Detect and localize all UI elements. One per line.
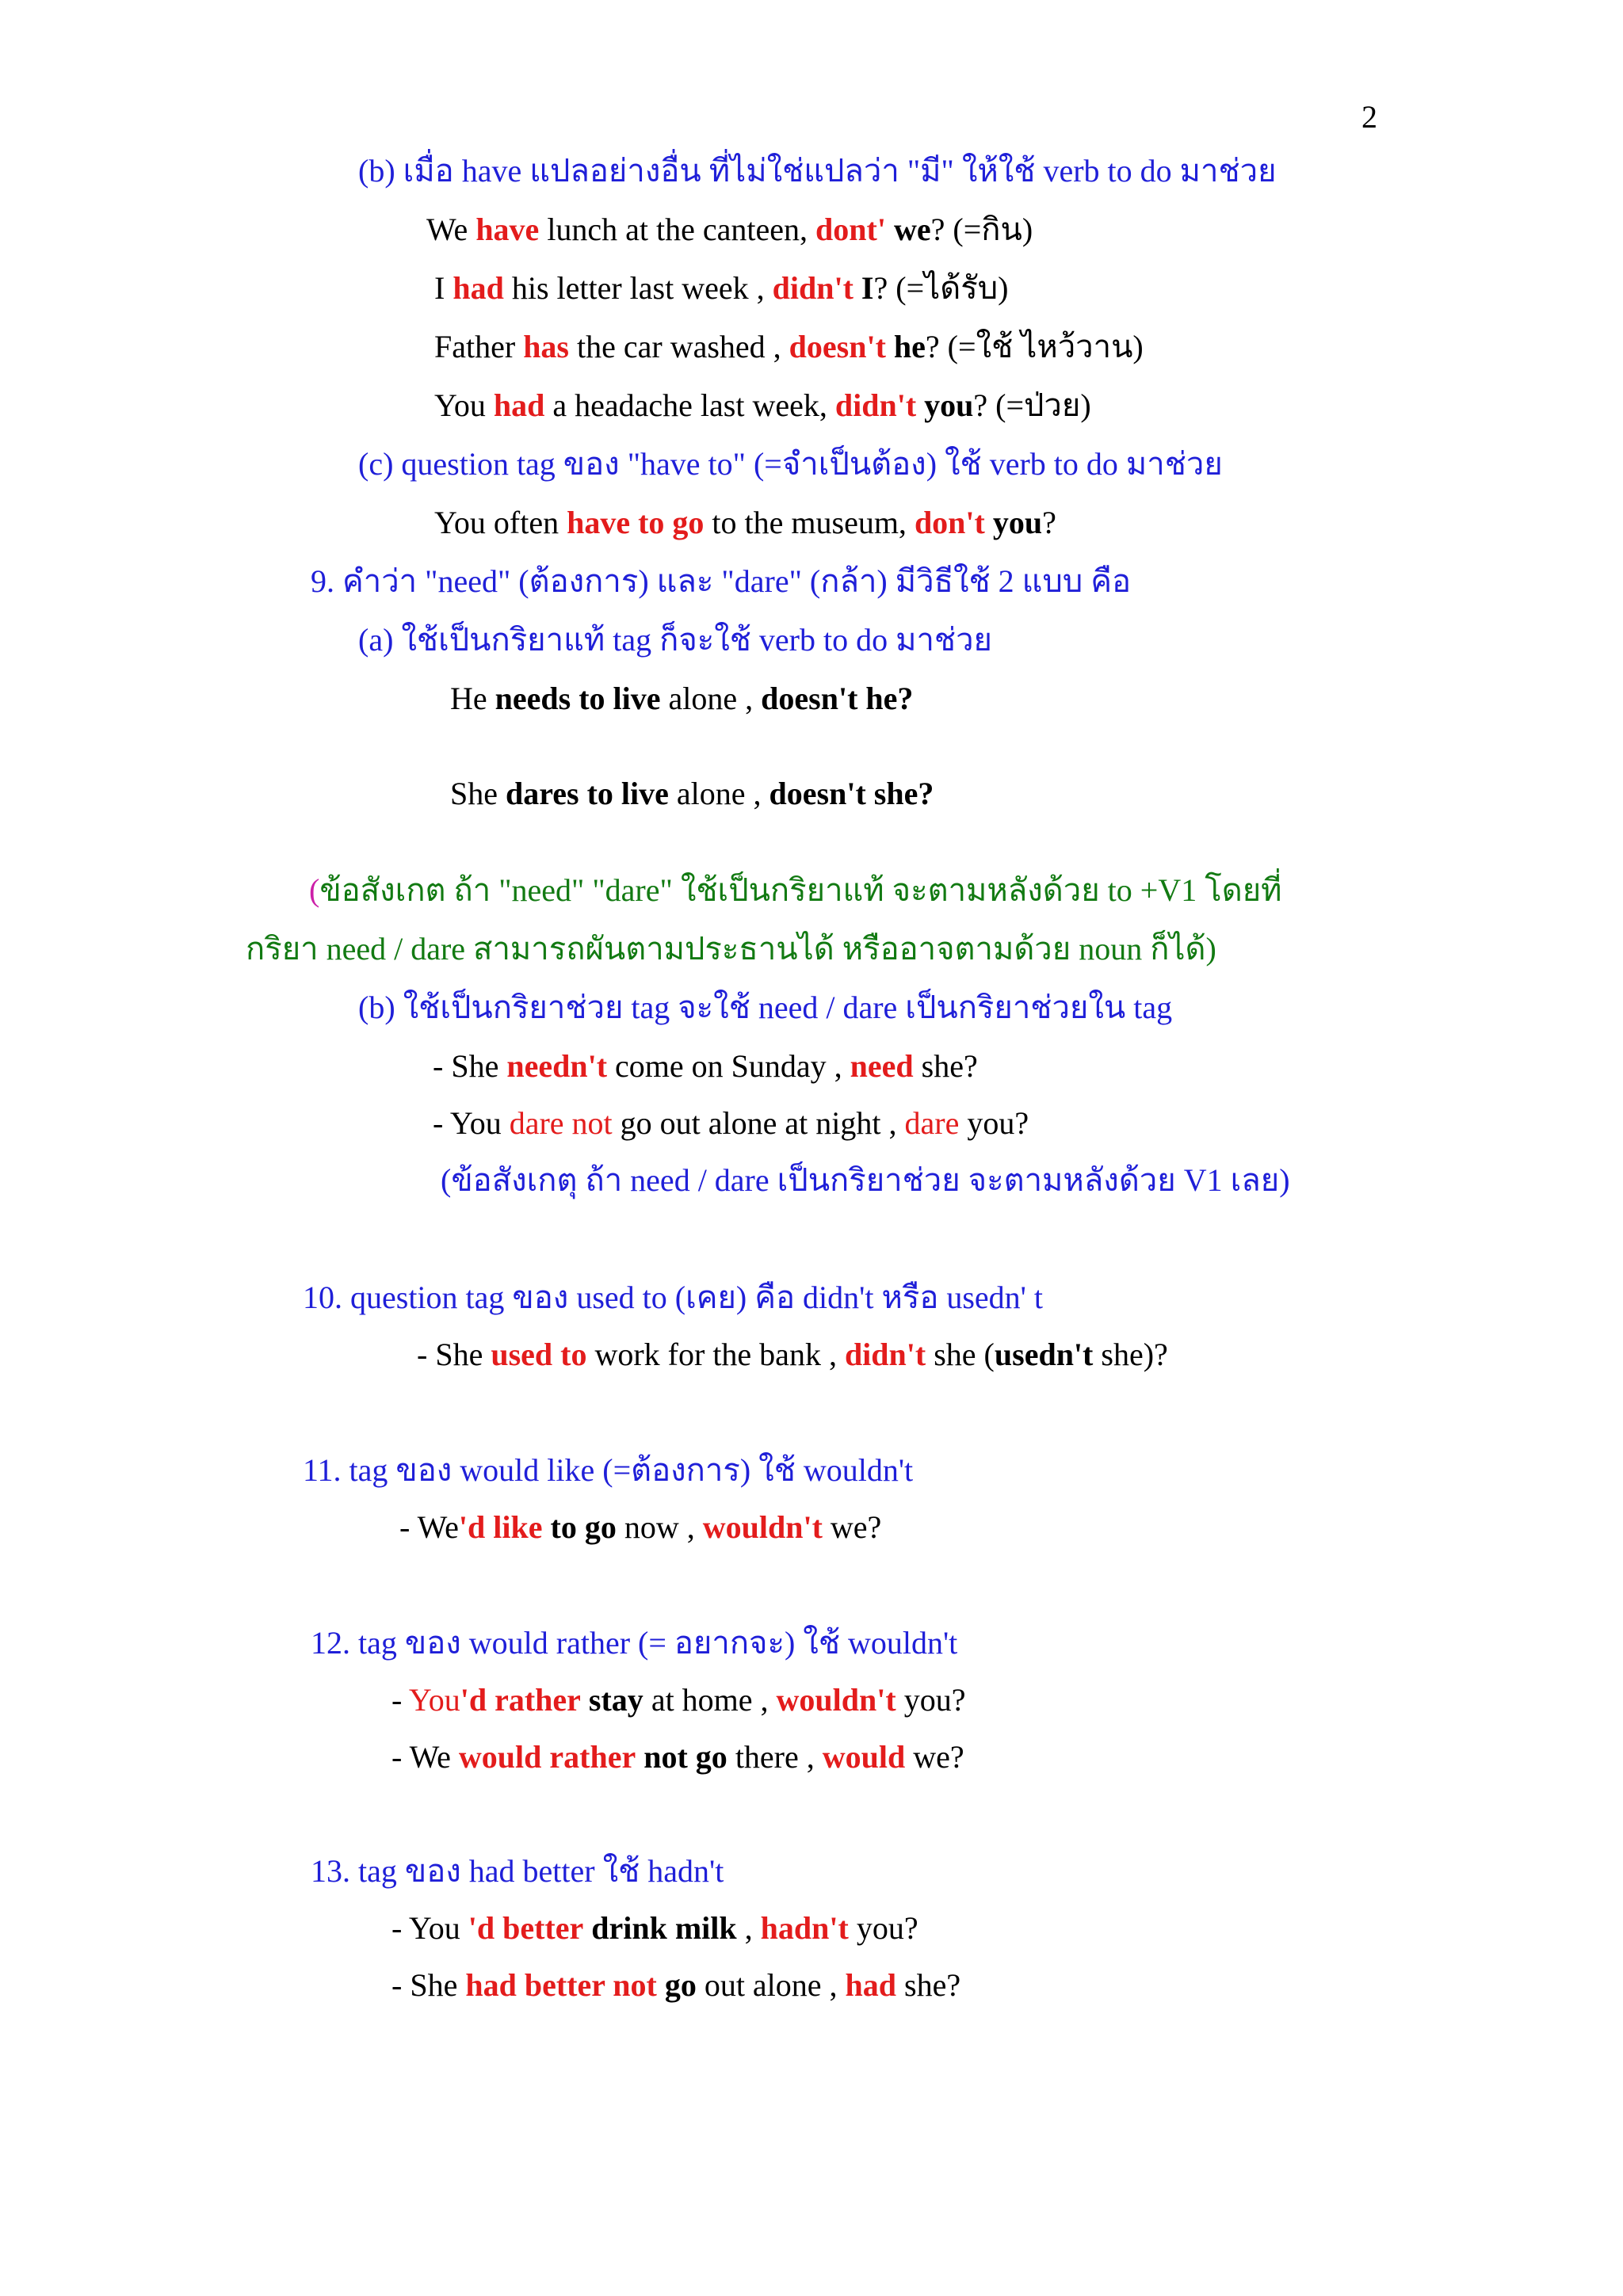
example-tag-subject: he (893, 329, 926, 364)
example-text: - You (433, 1105, 510, 1141)
example-subject: You (408, 1682, 460, 1718)
example-tag-aux: had (845, 1967, 897, 2003)
example-line (450, 778, 934, 810)
example-tag-aux: need (850, 1048, 914, 1084)
example-line (434, 507, 1056, 539)
example-text: You (434, 387, 494, 423)
example-line (417, 1339, 1168, 1371)
example-text: she? (896, 1967, 961, 2003)
example-text: his letter last week , (503, 270, 773, 306)
example-verb: had better not (465, 1967, 657, 2003)
example-text: - We (391, 1739, 459, 1775)
example-text: I (434, 270, 453, 306)
example-text: Father (434, 329, 524, 364)
section-12-heading: 12. tag ของ would rather (= อยากจะ) ใช้ wouldn't (311, 1625, 958, 1661)
example-text: to the museum, (704, 505, 915, 540)
example-text: You often (434, 505, 567, 540)
example-tag-aux: would (822, 1739, 906, 1775)
example-main-verb: drink milk (591, 1910, 737, 1946)
note-text: ข้อสังเกต ถ้า "need" "dare" ใช้เป็นกริยาแท้ จะตามหลังด้วย to +V1 โดยที่ (319, 872, 1282, 908)
example-tag-aux: dont' (815, 212, 886, 247)
example-tag-aux: hadn't (760, 1910, 849, 1946)
example-tag-subject: we (893, 212, 931, 247)
example-line (433, 1048, 978, 1084)
example-text: at home , (643, 1682, 777, 1718)
example-tag-aux: didn't (834, 387, 917, 423)
example-line (391, 1967, 961, 2003)
note-aux: (ข้อสังเกตุ ถ้า need / dare เป็นกริยาช่วย จะตามหลังด้วย V1 เลย) (441, 1162, 1290, 1198)
example-text (854, 270, 861, 306)
example-tag: doesn't she? (769, 776, 934, 811)
note-line-2: กริยา need / dare สามารถผันตามประธานได้ หรืออาจตามด้วย noun ก็ได้) (246, 931, 1216, 967)
page-number: 2 (1361, 99, 1377, 135)
example-verb: needn't (506, 1048, 608, 1084)
example-text: we? (905, 1739, 964, 1775)
example-text: you? (959, 1105, 1029, 1141)
example-verb: dare not (509, 1105, 613, 1141)
example-tag-aux: wouldn't (702, 1509, 823, 1545)
example-text: you? (848, 1910, 918, 1946)
example-line (426, 214, 1033, 246)
example-text: now , (616, 1509, 703, 1545)
example-text: lunch at the canteen, (539, 212, 816, 247)
example-text: she ( (926, 1337, 995, 1372)
example-text: you? (896, 1682, 966, 1718)
example-text: He (450, 681, 495, 716)
example-text: she)? (1093, 1337, 1168, 1372)
example-text: alone , (660, 681, 762, 716)
example-text: She (450, 776, 506, 811)
example-verb: 'd better (468, 1910, 584, 1946)
example-text (886, 329, 894, 364)
example-text: the car washed , (569, 329, 789, 364)
example-tag-aux: didn't (772, 270, 854, 306)
example-text: ? (=กิน) (930, 212, 1033, 247)
example-text: - She (433, 1048, 507, 1084)
note-paren: ( (309, 872, 320, 908)
example-text (581, 1682, 589, 1718)
example-tag-aux: doesn't (789, 329, 886, 364)
example-tag: doesn't he? (761, 681, 914, 716)
example-text: , (736, 1910, 761, 1946)
section-9a-heading: (a) ใช้เป็นกริยาแท้ tag ก็จะใช้ verb to do มาช่วย (358, 622, 992, 658)
example-line (434, 387, 1091, 423)
example-line (399, 1509, 882, 1545)
example-line (450, 683, 913, 715)
example-text: - (391, 1682, 409, 1718)
example-text: ? (1042, 505, 1056, 540)
example-text: - You (391, 1910, 468, 1946)
note-line-1 (309, 872, 1282, 908)
example-text: she? (913, 1048, 978, 1084)
example-text (543, 1509, 551, 1545)
example-text: ? (=ใช้ ไหว้วาน) (925, 329, 1144, 364)
example-line (434, 331, 1144, 363)
example-verb: 'd rather (460, 1682, 581, 1718)
example-text: we? (822, 1509, 882, 1545)
example-tag-aux: don't (914, 505, 985, 540)
example-text: - She (417, 1337, 491, 1372)
example-tag-subject: you (924, 387, 974, 423)
example-verb: has (523, 329, 569, 364)
section-10-heading: 10. question tag ของ used to (เคย) คือ didn't หรือ usedn' t (303, 1280, 1043, 1315)
example-main-verb: not go (643, 1739, 727, 1775)
example-text: come on Sunday , (607, 1048, 850, 1084)
example-text: - She (391, 1967, 466, 2003)
example-text (657, 1967, 665, 2003)
example-verb: had (493, 387, 545, 423)
example-verb: used to (491, 1337, 587, 1372)
section-8b-heading: (b) เมื่อ have แปลอย่างอื่น ที่ไม่ใช่แปลว่า "มี" ให้ใช้ verb to do มาช่วย (358, 153, 1277, 189)
example-text (985, 505, 993, 540)
example-main-verb: go (664, 1967, 697, 2003)
section-9-heading: 9. คำว่า "need" (ต้องการ) และ "dare" (กล้า) มีวิธีใช้ 2 แบบ คือ (311, 563, 1131, 599)
example-text (916, 387, 924, 423)
example-infinitive: to go (550, 1509, 617, 1545)
example-text: - We (399, 1509, 459, 1545)
example-main-verb: stay (588, 1682, 643, 1718)
example-tag-aux: wouldn't (776, 1682, 896, 1718)
example-line (391, 1910, 918, 1946)
example-line (391, 1741, 964, 1773)
example-verb: 'd like (458, 1509, 543, 1545)
example-text (636, 1739, 643, 1775)
example-text (886, 212, 894, 247)
example-text: ? (=ได้รับ) (873, 270, 1009, 306)
example-verb: had (453, 270, 504, 306)
example-verb: would rather (458, 1739, 636, 1775)
example-line (433, 1105, 1029, 1141)
example-text: ? (=ป่วย) (973, 387, 1091, 423)
example-verb: have to go (567, 505, 705, 540)
example-tag-subject: you (992, 505, 1043, 540)
section-8c-heading: (c) question tag ของ "have to" (=จำเป็นต้อง) ใช้ verb to do มาช่วย (358, 446, 1223, 482)
example-text: work for the bank , (586, 1337, 845, 1372)
section-9b-heading: (b) ใช้เป็นกริยาช่วย tag จะใช้ need / dare เป็นกริยาช่วยใน tag (358, 990, 1173, 1025)
example-text: We (426, 212, 476, 247)
section-11-heading: 11. tag ของ would like (=ต้องการ) ใช้ wouldn't (303, 1452, 914, 1488)
example-verb: dares to live (506, 776, 669, 811)
example-line (434, 270, 1009, 306)
example-line (391, 1684, 965, 1716)
example-tag-subject: I (861, 270, 874, 306)
example-alt-tag: usedn't (994, 1337, 1094, 1372)
example-text: there , (727, 1739, 823, 1775)
example-text (583, 1910, 591, 1946)
example-text: alone , (668, 776, 769, 811)
example-verb: have (475, 212, 540, 247)
example-text: a headache last week, (544, 387, 835, 423)
example-text: go out alone at night , (612, 1105, 905, 1141)
section-13-heading: 13. tag ของ had better ใช้ hadn't (311, 1853, 724, 1889)
example-verb: needs to live (495, 681, 661, 716)
example-tag-aux: didn't (844, 1337, 926, 1372)
example-tag-aux: dare (904, 1105, 960, 1141)
example-text: out alone , (696, 1967, 846, 2003)
